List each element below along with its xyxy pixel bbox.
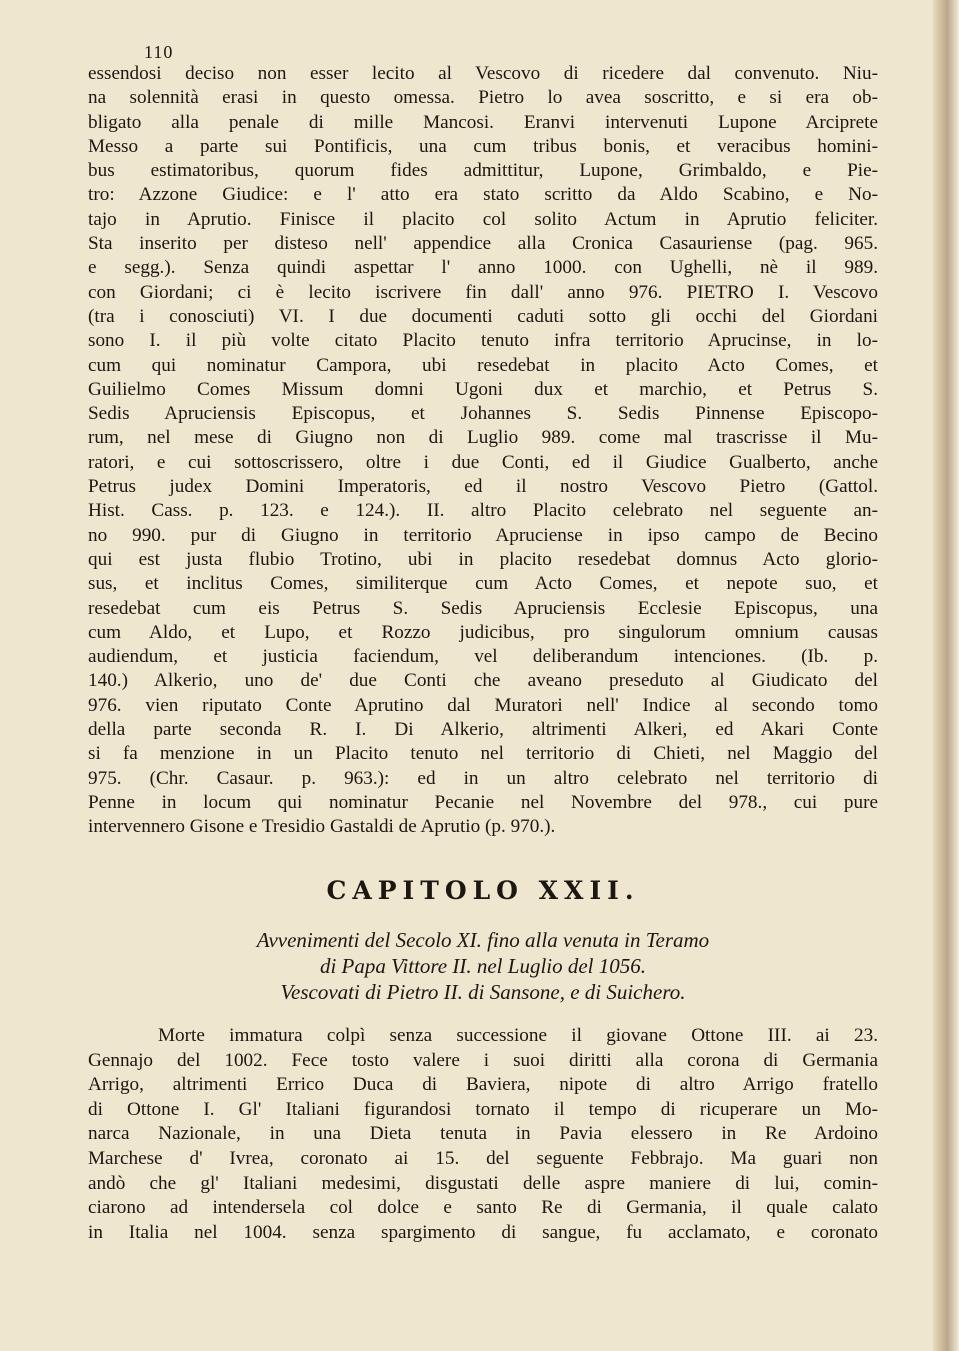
text-line: 975. (Chr. Casaur. p. 963.): ed in un altro celebrato nel territorio di: [88, 767, 878, 789]
text-line: bus estimatoribus, quorum fides admittitur, Lupone, Grimbaldo, e Pie-: [88, 160, 878, 182]
subtitle-line: Avvenimenti del Secolo XI. fino alla venuta in Teramo: [256, 928, 710, 952]
text-line: di Ottone I. Gl' Italiani figurandosi tornato il tempo di ricuperare un Mo-: [88, 1098, 878, 1120]
text-line: 976. vien riputato Conte Aprutino dal Muratori nell' Indice al secondo tomo: [88, 694, 878, 716]
paragraph-2: [88, 1024, 878, 1245]
text-line: 140.) Alkerio, uno de' due Conti che aveano preseduto al Giudicato del: [88, 670, 878, 692]
text-line: ciarono ad intendersela col dolce e santo Re di Germania, il quale calato: [88, 1197, 878, 1219]
text-line: si fa menzione in un Placito tenuto nel territorio di Chieti, nel Maggio del: [88, 743, 878, 765]
text-line: sono I. il più volte citato Placito tenuto infra territorio Aprucinse, in lo-: [88, 330, 878, 352]
text-line: andò che gl' Italiani medesimi, disgustati delle aspre maniere di lui, comin-: [88, 1172, 878, 1194]
text-line: tro: Azzone Giudice: e l' atto era stato scritto da Aldo Scabino, e No-: [88, 184, 878, 206]
text-line: cum Aldo, et Lupo, et Rozzo judicibus, pro singulorum omnium causas: [88, 621, 878, 643]
text-line: intervennero Gisone e Tresidio Gastaldi de Aprutio (p. 970.).: [88, 816, 556, 838]
chapter-subtitle: [88, 927, 878, 1005]
text-line: essendosi deciso non esser lecito al Vescovo di ricedere dal convenuto. Niu-: [88, 63, 878, 84]
text-line: na solennità erasi in questo omessa. Pietro lo avea soscritto, e si era ob-: [88, 87, 878, 109]
text-line: bligato alla penale di mille Mancosi. Eranvi intervenuti Lupone Arciprete: [88, 111, 878, 133]
text-line: narca Nazionale, in una Dieta tenuta in Pavia elessero in Re Ardoino: [88, 1123, 878, 1145]
text-line: resedebat cum eis Petrus S. Sedis Apruciensis Ecclesie Episcopus, una: [88, 597, 878, 619]
page-edge-shadow: [933, 0, 959, 1351]
text-line: in Italia nel 1004. senza spargimento di sangue, fu acclamato, e coronato: [88, 1221, 878, 1243]
text-line: della parte seconda R. I. Di Alkerio, altrimenti Alkeri, ed Akari Conte: [88, 719, 878, 741]
text-line: rum, nel mese di Giugno non di Luglio 989. come mal trascrisse il Mu-: [88, 427, 878, 449]
text-line: Guilielmo Comes Missum domni Ugoni dux et marchio, et Petrus S.: [88, 378, 878, 400]
text-line: no 990. pur di Giugno in territorio Apruciense in ipso campo de Becino: [88, 524, 878, 546]
text-line: Sedis Apruciensis Episcopus, et Johannes S. Sedis Pinnense Episcopo-: [88, 403, 878, 425]
text-line: Penne in locum qui nominatur Pecanie nel Novembre del 978., cui pure: [88, 791, 878, 813]
text-line: Gennajo del 1002. Fece tosto valere i suoi diritti alla corona di Germania: [88, 1049, 878, 1071]
text-line: ratori, e cui sottoscrissero, oltre i due Conti, ed il Giudice Gualberto, anche: [88, 451, 878, 473]
subtitle-line: di Papa Vittore II. nel Luglio del 1056.: [319, 954, 647, 978]
text-line: (tra i conosciuti) VI. I due documenti caduti sotto gli occhi del Giordani: [88, 305, 878, 327]
text-line: e segg.). Senza quindi aspettar l' anno 1000. con Ughelli, nè il 989.: [88, 257, 878, 279]
text-line: Marchese d' Ivrea, coronato ai 15. del seguente Febbrajo. Ma guari non: [88, 1147, 878, 1169]
text-line: Hist. Cass. p. 123. e 124.). II. altro Placito celebrato nel seguente an-: [88, 500, 878, 522]
text-line: con Giordani; ci è lecito iscrivere fin dall' anno 976. PIETRO I. Vescovo: [88, 281, 878, 303]
text-line: Sta inserito per disteso nell' appendice alla Cronica Casauriense (pag. 965.: [88, 233, 878, 255]
text-line: qui est justa flubio Trotino, ubi in placito resedebat domnus Acto glorio-: [88, 548, 878, 570]
subtitle-line: Vescovati di Pietro II. di Sansone, e di Suichero.: [280, 980, 686, 1004]
text-line: Arrigo, altrimenti Errico Duca di Baviera, nipote di altro Arrigo fratello: [88, 1074, 878, 1096]
text-line: Petrus judex Domini Imperatoris, ed il nostro Vescovo Pietro (Gattol.: [88, 476, 878, 498]
text-line: sus, et inclitus Comes, similiterque cum Acto Comes, et nepote suo, et: [88, 573, 878, 595]
text-line: audiendum, et justicia faciendum, vel deliberandum intenciones. (Ib. p.: [88, 646, 878, 668]
text-line: Morte immatura colpì senza successione il giovane Ottone III. ai 23.: [158, 1025, 878, 1046]
text-line: cum qui nominatur Campora, ubi resedebat in placito Acto Comes, et: [88, 354, 878, 376]
page-number: 110: [144, 42, 174, 62]
paragraph-1: [88, 62, 878, 840]
text-line: tajo in Aprutio. Finisce il placito col solito Actum in Aprutio feliciter.: [88, 208, 878, 230]
chapter-heading: CAPITOLO XXII.: [326, 876, 640, 905]
text-line: Messo a parte sui Pontificis, una cum tribus bonis, et veracibus homini-: [88, 135, 878, 157]
